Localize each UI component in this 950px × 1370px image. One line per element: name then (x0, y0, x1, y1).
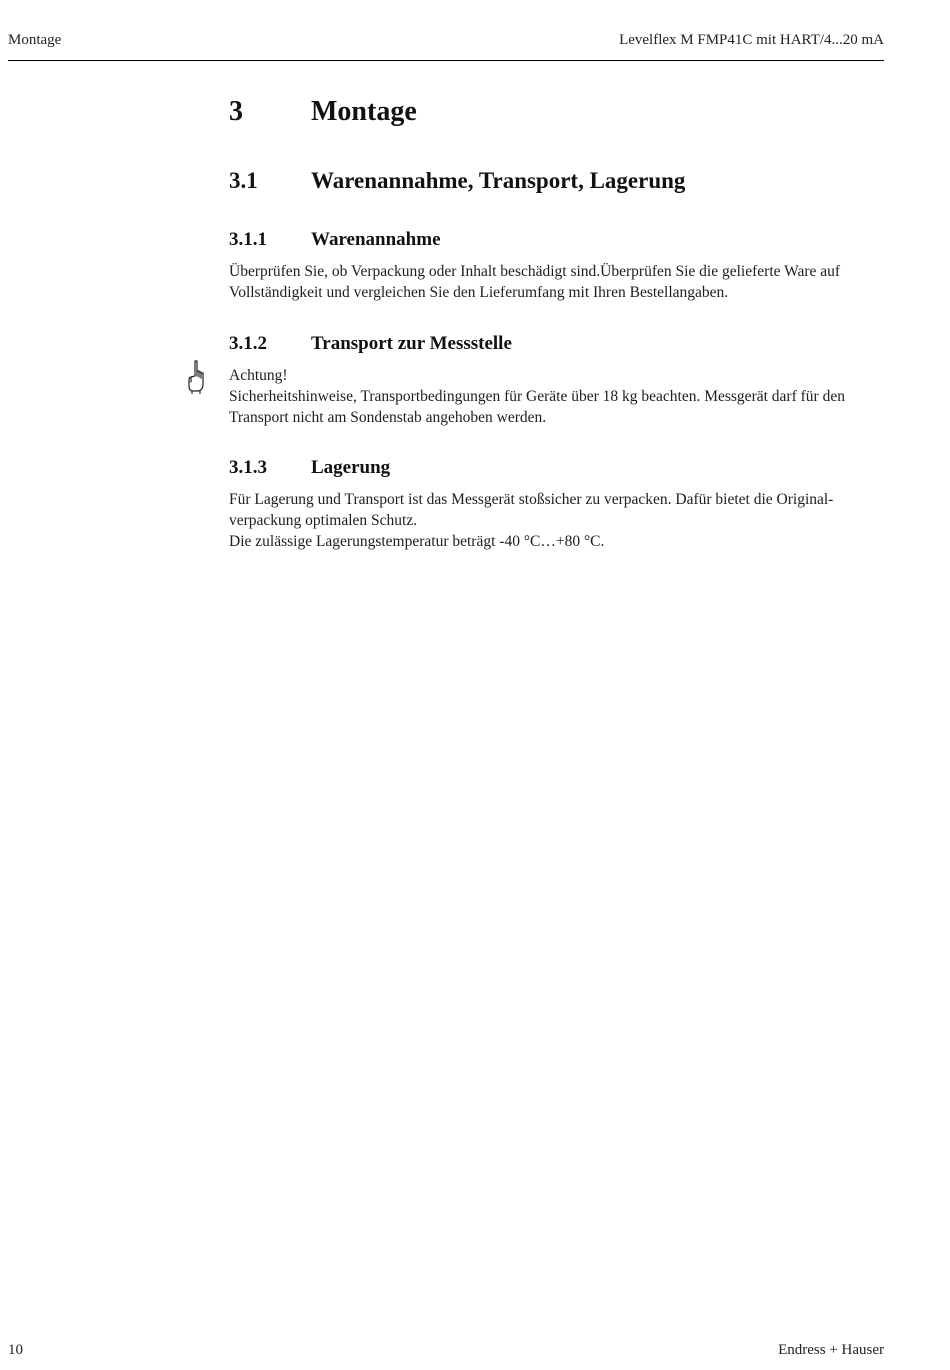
subsection-heading-lagerung (229, 457, 729, 481)
subsection-title: Warenannahme (311, 229, 441, 250)
subsection-number: 3.1.1 (229, 229, 267, 250)
subsection-number: 3.1.3 (229, 457, 267, 478)
subsection-heading-warenannahme (229, 229, 729, 253)
paragraph-line: Transport nicht am Sondenstab angehoben werden. (229, 409, 547, 426)
chapter-number: 3 (229, 96, 243, 127)
subsection-heading-transport (229, 333, 729, 357)
chapter-heading (229, 96, 629, 130)
paragraph-line: Die zulässige Lagerungstemperatur beträgt -40 °C…+80 °C. (229, 533, 605, 550)
paragraph-line: Überprüfen Sie, ob Verpackung oder Inhalt beschädigt sind.Überprüfen Sie die gelieferte Ware auf (229, 263, 841, 280)
section-number: 3.1 (229, 168, 258, 193)
paragraph-lagerung (229, 489, 885, 552)
footer-brand: Endress + Hauser (778, 1342, 884, 1358)
paragraph-warenannahme (229, 261, 885, 303)
paragraph-line: Sicherheitshinweise, Transportbedingungen für Geräte über 18 kg beachten. Messgerät darf für den (229, 388, 845, 405)
section-heading (229, 168, 829, 196)
paragraph-line: Vollständigkeit und vergleichen Sie den Lieferumfang mit Ihren Bestellangaben. (229, 284, 729, 301)
paragraph-line: verpackung optimalen Schutz. (229, 512, 418, 529)
header-divider (8, 60, 884, 61)
notice-transport (229, 365, 885, 428)
page-header (8, 32, 884, 54)
pointing-hand-icon (186, 360, 206, 394)
section-title: Warenannahme, Transport, Lagerung (311, 168, 686, 193)
subsection-title: Transport zur Messstelle (311, 333, 512, 354)
chapter-title: Montage (311, 96, 417, 127)
page-footer (8, 1342, 884, 1362)
header-section-title: Montage (8, 32, 62, 48)
page-number: 10 (8, 1342, 23, 1358)
subsection-number: 3.1.2 (229, 333, 267, 354)
notice-label: Achtung! (229, 367, 288, 384)
header-product-title: Levelflex M FMP41C mit HART/4...20 mA (619, 32, 884, 48)
subsection-title: Lagerung (311, 457, 391, 478)
paragraph-line: Für Lagerung und Transport ist das Messgerät stoßsicher zu verpacken. Dafür bietet die Original- (229, 491, 834, 508)
